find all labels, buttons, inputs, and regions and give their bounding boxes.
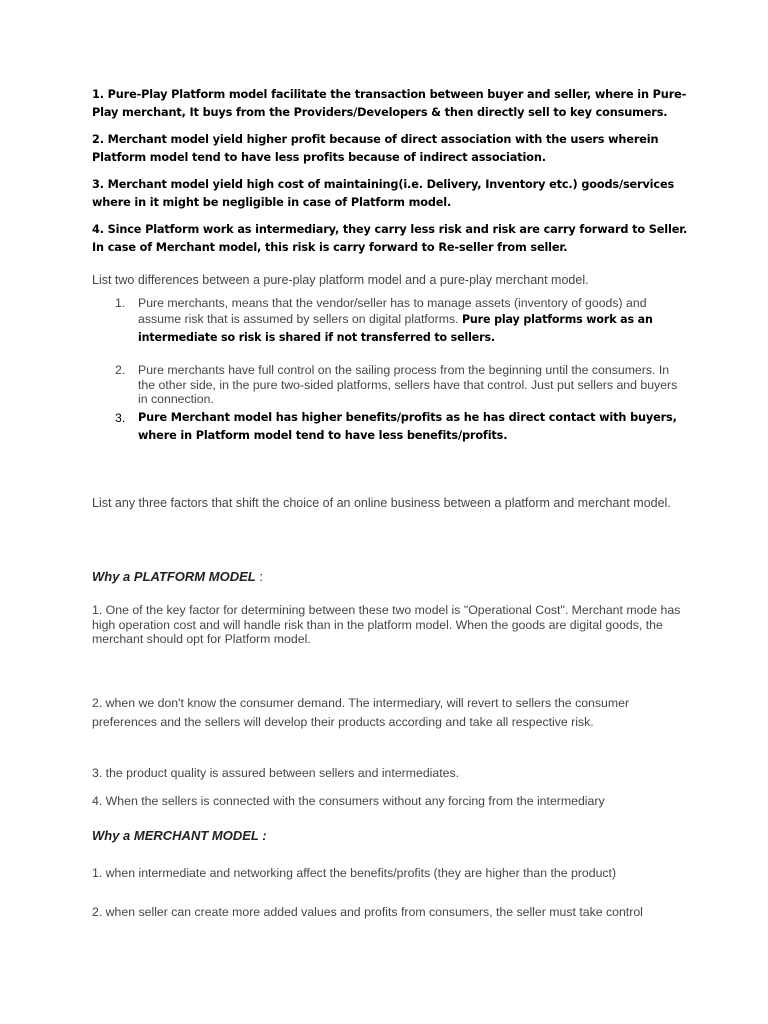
platform-item-1: 1. One of the key factor for determining between these two model is "Operational Cost". Merchant mode has high operation cost and will handle risk than in the platform model. When the goods are digital goods, the merchant should opt for Platform model. [92, 603, 681, 646]
answer-4: 4. Since Platform work as intermediary, they carry less risk and risk are carry forward to Seller. In case of Merchant model, this risk is carry forward to Re-seller from seller. [92, 223, 688, 254]
difference-1 [138, 296, 678, 347]
question-factors: List any three factors that shift the choice of an online business between a platform and merchant model. [92, 496, 671, 510]
platform-item-4: 4. When the sellers is connected with the consumers without any forcing from the intermediary [92, 794, 605, 808]
merchant-item-2: 2. when seller can create more added values and profits from consumers, the seller must take control [92, 905, 643, 919]
list-item-number: 2. [115, 363, 126, 377]
difference-2: Pure merchants have full control on the sailing process from the beginning until the consumers. In the other side, in the pure two-sided platforms, sellers have that control. Just put sellers and buyers in connection. [138, 363, 678, 406]
difference-1-bold: Pure play platforms work as an intermediate so risk is shared if not transferred to sellers. [138, 312, 653, 344]
platform-item-3: 3. the product quality is assured between sellers and intermediates. [92, 766, 460, 780]
platform-item-2: 2. when we don't know the consumer demand. The intermediary, will revert to sellers the consumer preferences and the sellers will develop their products according and take all respective risk. [92, 696, 630, 729]
answer-2: 2. Merchant model yield higher profit because of direct association with the users wherein Platform model tend to have less profits because of indirect association. [92, 133, 659, 164]
merchant-heading: Why a MERCHANT MODEL : [92, 828, 267, 843]
platform-heading [92, 569, 263, 584]
difference-3: Pure Merchant model has higher benefits/profits as he has direct contact with buyers, where in Platform model tend to have less benefits/profits. [138, 411, 677, 442]
list-item-number: 3. [115, 411, 126, 425]
merchant-item-1: 1. when intermediate and networking affect the benefits/profits (they are higher than the product) [92, 866, 617, 880]
question-differences: List two differences between a pure-play platform model and a pure-play merchant model. [92, 273, 589, 287]
platform-heading-suffix: : [255, 569, 263, 584]
difference-1-text: Pure merchants, means that the vendor/seller has to manage assets (inventory of goods) and assume risk that is assumed by sellers on digital platforms. [138, 296, 647, 326]
answer-3: 3. Merchant model yield high cost of maintaining(i.e. Delivery, Inventory etc.) goods/services where in it might be negligible in case of Platform model. [92, 178, 675, 209]
list-item-number: 1. [115, 296, 126, 310]
answer-1: 1. Pure-Play Platform model facilitate the transaction between buyer and seller, where in Pure-Play merchant, It buys from the Providers/Developers & then directly sell to key consumers. [92, 88, 687, 119]
platform-heading-text: Why a PLATFORM MODEL [92, 569, 256, 584]
